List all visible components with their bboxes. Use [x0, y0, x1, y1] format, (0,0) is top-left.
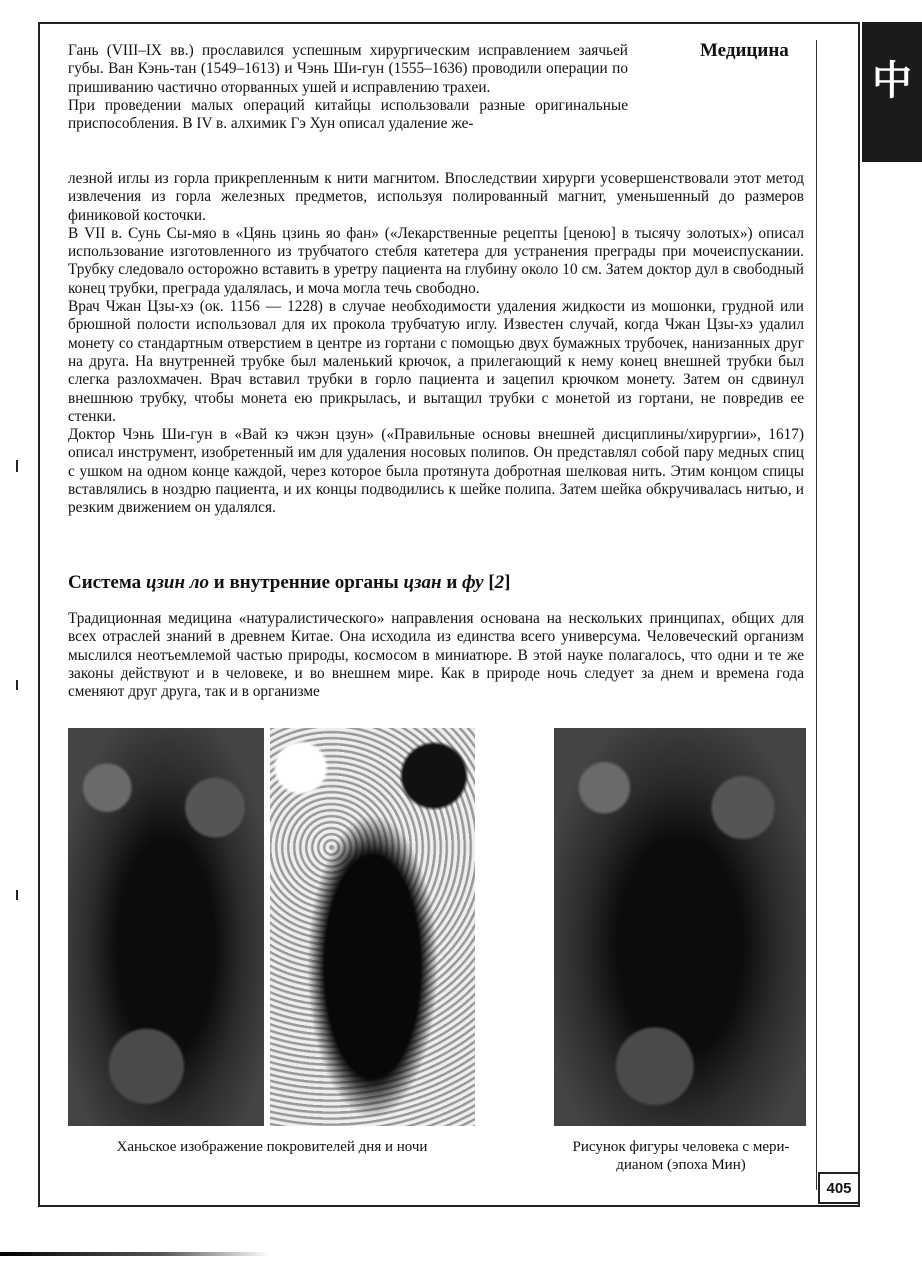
figure-image-meridian: [554, 728, 806, 1126]
main-text: [68, 170, 804, 518]
margin-rule: [816, 40, 817, 1190]
section-heading: [68, 572, 510, 594]
caption-line: Рисунок фигуры человека с мери-: [572, 1139, 790, 1155]
heading-text: Система: [68, 572, 146, 593]
caption-line: дианом (эпоха Мин): [616, 1157, 746, 1173]
paragraph: В VII в. Сунь Сы-мяо в «Цянь цзинь яо фан» («Лекарственные рецепты [ценою] в тысячу золотых») описал использование изготовленного из трубчатого стебля катетера для устранения преграды при мочеиспускании. Трубку следовало осторожно вставить в уретру пациента на глубину около 10 см. Затем доктор дул в свободный конец трубки, преграда удалялась, и моча могла течь свободно.: [68, 224, 804, 297]
figure-caption: [550, 1138, 812, 1174]
reference-number: 2: [494, 572, 505, 593]
running-header: Медицина: [700, 40, 789, 61]
figure-caption: Ханьское изображение покровителей дня и ночи: [116, 1139, 428, 1155]
paragraph: При проведении малых операций китайцы использовали разные оригинальные приспособления. В IV в. алхимик Гэ Хун описал удаление же-: [68, 96, 628, 133]
scan-artifact: [16, 460, 18, 472]
paragraph: Врач Чжан Цзы-хэ (ок. 1156 — 1228) в случае необходимости удаления жидкости из мошонки, грудной или брюшной полости использовал для их прокола трубчатую иглу. Известен случай, когда Чжан Цзы-хэ удалил монету со стандартным отверстием в центре из гортани с помощью двух бумажных трубочек, нанизанных друг на друга. На внутренней трубке был маленький крючок, а прилегающий к нему конец внешней трубки был слегка разлохмачен. Врач вставил трубки в горло пациента и зацепил крючком монету. Затем он сдвинул внешнюю трубку, чтобы монета ею прикрылась, и вытащил трубки с монетой из гортани, не повредив ее стенки.: [68, 298, 804, 425]
paragraph: Гань (VIII–IX вв.) прославился успешным хирургическим исправлением заячьей губы. Ван Кэнь-тан (1549–1613) и Чэнь Ши-гун (1555–1636) проводили операции по пришиванию частично оторванных ушей и исправлению трахеи.: [68, 42, 628, 96]
scan-artifact: [16, 890, 18, 900]
heading-text: [: [483, 572, 495, 593]
intro-paragraph: [68, 42, 628, 133]
heading-text: ]: [504, 572, 511, 593]
paragraph: Доктор Чэнь Ши-гун в «Вай кэ чжэн цзун» («Правильные основы внешней дисциплины/хирургии», 1617) описал инструмент, изобретенный им для удаления носовых полипов. Он представлял собой пару медных спиц с ушком на одном конце каждой, через которое была протянута добротная шелковая нить. Этим концом спицы вставлялись в ноздрю пациента, и их концы подводились к шейке полипа. Затем шейка обкручивалась нитью, и резким движением он удалялся.: [68, 426, 804, 517]
scan-artifact: [16, 680, 18, 690]
heading-text: и: [441, 572, 463, 593]
section-text: [68, 610, 804, 701]
page-number: 405: [818, 1172, 860, 1204]
paragraph: лезной иглы из горла прикрепленным к нити магнитом. Впоследствии хирурги усовершенствовали этот метод извлечения из горла железных предметов, используя полированный магнит, уменьшенный до размеров финиковой косточки.: [68, 170, 804, 224]
heading-term: цзин ло: [145, 572, 210, 593]
heading-term: фу: [462, 572, 484, 593]
scan-artifact: [0, 1252, 270, 1256]
heading-text: и внутренние органы: [209, 572, 404, 593]
chapter-tab: [862, 22, 922, 162]
chapter-glyph: 中: [872, 56, 912, 104]
heading-term: цзан: [403, 572, 442, 593]
figure-image-night: [68, 728, 264, 1126]
figure-image-day: [270, 728, 475, 1126]
paragraph: Традиционная медицина «натуралистического» направления основана на нескольких принципах, общих для всех отраслей знаний в древнем Китае. Она исходила из единства всего универсума. Человеческий организм мыслился неотъемлемой частью природы, космосом в миниатюре. В этой науке полагалось, что одни и те же законы действуют и в человеке, и во внешнем мире. Как в природе ночь следует за днем и времена года сменяют друг друга, так и в организме: [68, 610, 804, 701]
